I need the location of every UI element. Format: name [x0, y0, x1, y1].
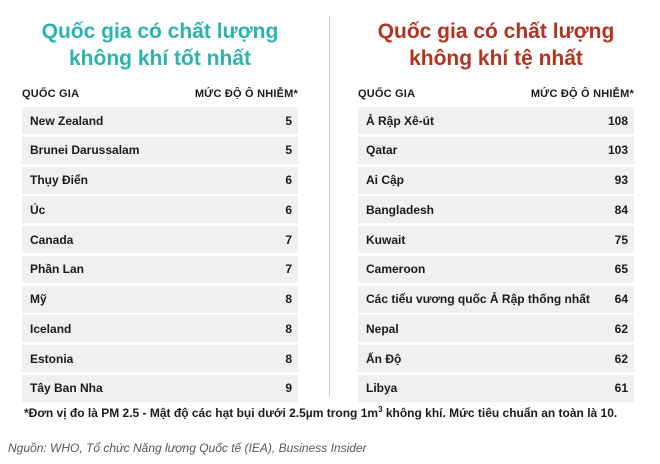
table-row [22, 315, 298, 342]
best-title-line1: Quốc gia có chất lượng [41, 20, 279, 43]
pollution-value: 103 [607, 143, 628, 158]
table-row [358, 196, 634, 223]
pollution-value: 5 [285, 113, 292, 128]
footnote [24, 405, 644, 420]
country-name: Nepal [366, 321, 399, 336]
country-name: Brunei Darussalam [30, 143, 140, 158]
table-row [358, 226, 634, 253]
best-title-line2: không khí tốt nhất [69, 47, 251, 70]
table-row [22, 375, 298, 402]
country-name: Phần Lan [30, 262, 85, 277]
country-name: Bangladesh [366, 202, 435, 217]
country-name: Estonia [30, 351, 74, 366]
table-row [22, 256, 298, 283]
country-name: Cameroon [366, 262, 426, 277]
footnote-text-1: *Đơn vị đo là PM 2.5 - Mật độ các hạt bụi dưới 2.5µm trong 1m [24, 406, 379, 420]
worst-table-header [358, 88, 634, 100]
best-table-header [22, 88, 298, 100]
table-row [358, 137, 634, 164]
country-name: Úc [30, 202, 46, 217]
pollution-value: 9 [285, 381, 292, 396]
table-row [358, 315, 634, 342]
table-row [22, 226, 298, 253]
country-name: Ả Rập Xê-út [366, 113, 435, 128]
pollution-value: 6 [285, 173, 292, 187]
pollution-value: 7 [285, 232, 292, 247]
footnote-superscript: 3 [378, 405, 383, 414]
country-name: Mỹ [30, 292, 47, 306]
pollution-value: 65 [614, 262, 628, 277]
pollution-value: 93 [614, 173, 628, 187]
pollution-value: 64 [614, 292, 628, 306]
best-col-level: MỨC ĐỘ Ô NHIỄM* [194, 88, 298, 100]
table-row [22, 137, 298, 164]
country-name: Libya [366, 381, 398, 396]
best-table-rows [22, 107, 298, 405]
table-row [358, 345, 634, 372]
pollution-value: 84 [614, 202, 628, 217]
pollution-value: 6 [285, 202, 292, 217]
column-divider [329, 16, 330, 396]
pollution-value: 8 [285, 351, 292, 366]
worst-air-quality-panel [358, 0, 634, 396]
table-row [22, 107, 298, 134]
worst-panel-title [358, 0, 634, 76]
worst-col-country: QUỐC GIA [358, 88, 416, 100]
country-name: Các tiểu vương quốc Ả Rập thống nhất [366, 292, 590, 306]
pollution-value: 75 [614, 232, 628, 247]
country-name: Kuwait [366, 232, 406, 247]
table-row [22, 196, 298, 223]
country-name: Ấn Độ [366, 351, 402, 366]
table-row [358, 107, 634, 134]
pollution-value: 8 [285, 321, 292, 336]
best-air-quality-panel [22, 0, 298, 396]
table-row [358, 286, 634, 313]
table-row [22, 345, 298, 372]
country-name: Canada [30, 232, 74, 247]
table-row [358, 375, 634, 402]
best-panel-title [22, 0, 298, 76]
table-row [358, 167, 634, 194]
pollution-value: 62 [614, 321, 628, 336]
country-name: Qatar [366, 143, 398, 158]
worst-table-rows [358, 107, 634, 405]
pollution-value: 8 [285, 292, 292, 306]
worst-title-line2: không khí tệ nhất [409, 47, 583, 70]
table-row [22, 286, 298, 313]
country-name: Thụy Điển [30, 173, 89, 187]
source-credit: Nguồn: WHO, Tổ chức Năng lượng Quốc tế (IEA), Business Insider [8, 441, 367, 455]
pollution-value: 61 [614, 381, 628, 396]
footnote-text-2: không khí. Mức tiêu chuẩn an toàn là 10. [382, 406, 618, 420]
table-row [358, 256, 634, 283]
table-row [22, 167, 298, 194]
pollution-value: 62 [614, 351, 628, 366]
country-name: Iceland [30, 321, 72, 336]
country-name: Tây Ban Nha [30, 381, 103, 396]
country-name: New Zealand [30, 113, 104, 128]
worst-title-line1: Quốc gia có chất lượng [377, 20, 615, 43]
pollution-value: 7 [285, 262, 292, 277]
pollution-value: 5 [285, 143, 292, 158]
best-col-country: QUỐC GIA [22, 88, 80, 100]
worst-col-level: MỨC ĐỘ Ô NHIỄM* [530, 88, 634, 100]
country-name: Ai Cập [366, 173, 405, 187]
pollution-value: 108 [607, 113, 628, 128]
